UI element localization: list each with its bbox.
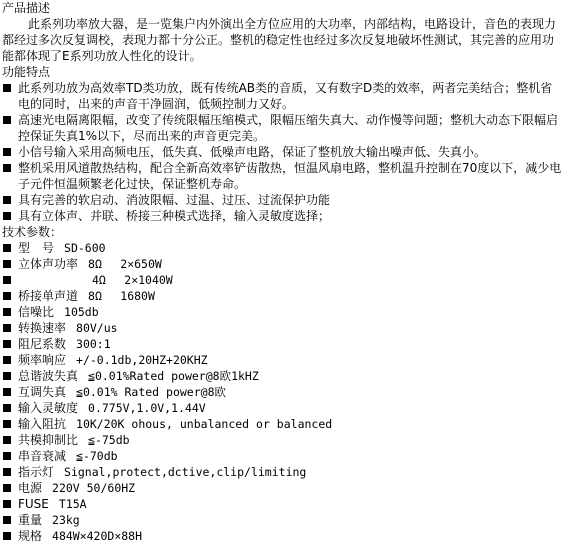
bullet-square-icon <box>3 452 11 460</box>
spec-value: 8Ω 2×650W <box>88 257 162 271</box>
feature-text: 高速光电隔离限幅，改变了传统限幅压缩模式，限幅压缩失真大、动作慢等问题；整机大动态下限幅启控保证失真1%以下，尽而出来的声音更完美。 <box>18 113 559 143</box>
spec-row <box>2 272 564 288</box>
spec-value: 10K/20K ohous, unbalanced or balanced <box>76 417 333 431</box>
spec-value: 8Ω 1680W <box>88 289 155 303</box>
spec-value: 4Ω 2×1040W <box>92 273 173 287</box>
feature-text: 具有立体声、并联、桥接三种模式选择，输入灵敏度选择； <box>18 209 331 223</box>
bullet-square-icon <box>3 324 11 332</box>
bullet-square-icon <box>3 516 11 524</box>
spec-label: 输入灵敏度 <box>18 401 79 415</box>
bullet-square-icon <box>3 116 11 124</box>
spec-label: 立体声功率 <box>18 257 79 271</box>
description-text: 此系列功率放大器，是一览集户内外演出全方位应用的大功率，内部结构，电路设计，音色的表现力都经过多次反复调校，表现力都十分公正。整机的稳定性也经过多次反复地破坏性测试，其完善的应用功能都体现了E系列功放人性化的设计。 <box>2 17 557 63</box>
bullet-square-icon <box>3 276 11 284</box>
spec-row <box>2 384 564 400</box>
feature-item <box>2 144 564 160</box>
specs-title: 技术参数： <box>2 225 63 239</box>
spec-row <box>2 512 564 528</box>
spec-value: 300:1 <box>76 337 111 351</box>
spec-value: +/-0.1db,20HZ+20KHZ <box>76 353 208 367</box>
bullet-square-icon <box>3 196 11 204</box>
spec-value: ≦-70db <box>76 449 118 463</box>
features-title: 功能特点 <box>2 65 51 79</box>
spec-label: 规格 <box>18 529 43 543</box>
spec-label: 信噪比 <box>18 305 55 319</box>
bullet-square-icon <box>3 388 11 396</box>
feature-text: 具有完善的软启动、消波限幅、过温、过压、过流保护功能 <box>18 193 331 207</box>
bullet-square-icon <box>3 420 11 428</box>
spec-label: 转换速率 <box>18 321 67 335</box>
bullet-square-icon <box>3 148 11 156</box>
bullet-square-icon <box>3 484 11 492</box>
spec-row <box>2 400 564 416</box>
spec-label: 型 号 <box>18 241 55 255</box>
spec-row <box>2 480 564 496</box>
bullet-square-icon <box>3 468 11 476</box>
section-title: 产品描述 <box>2 1 51 15</box>
features-list <box>2 80 564 224</box>
spec-label: 总谐波失真 <box>18 369 79 383</box>
feature-item <box>2 160 564 192</box>
feature-text: 整机采用风道散热结构，配合全新高效率铲齿散热，恒温风扇电路，整机温升控制在70度以下，减少电子元件恒温频繁老化过快，保证整机寿命。 <box>18 161 562 191</box>
spec-row <box>2 496 564 512</box>
spec-label: 阻尼系数 <box>18 337 67 351</box>
spec-label: 共模抑制比 <box>18 433 79 447</box>
bullet-square-icon <box>3 340 11 348</box>
bullet-square-icon <box>3 372 11 380</box>
spec-row <box>2 448 564 464</box>
spec-value: 80V/us <box>76 321 118 335</box>
spec-label: 桥接单声道 <box>18 289 79 303</box>
spec-value: ≦0.01% Rated power@8欧 <box>76 385 226 399</box>
spec-value: 105db <box>64 305 99 319</box>
bullet-square-icon <box>3 244 11 252</box>
spec-value: 484W×420D×88H <box>52 529 143 543</box>
feature-text: 此系列功放为高效率TD类功放，既有传统AB类的音质，又有数字D类的效率，两者完美结合；整机省电的同时，出来的声音干净圆润，低频控制力又好。 <box>18 81 553 111</box>
bullet-square-icon <box>3 436 11 444</box>
spec-label: 输入阻抗 <box>18 417 67 431</box>
bullet-square-icon <box>3 164 11 172</box>
spec-row <box>2 368 564 384</box>
spec-value: SD-600 <box>64 241 106 255</box>
bullet-square-icon <box>3 356 11 364</box>
spec-label: 指示灯 <box>18 465 55 479</box>
spec-row <box>2 416 564 432</box>
product-description <box>2 16 564 64</box>
bullet-square-icon <box>3 404 11 412</box>
spec-value: 220V 50/60HZ <box>52 481 136 495</box>
spec-value: Signal,protect,dctive,clip/limiting <box>64 465 307 479</box>
bullet-square-icon <box>3 500 11 508</box>
spec-label: FUSE <box>18 497 49 511</box>
spec-value: ≦0.01%Rated power@8欧1kHZ <box>88 369 259 383</box>
bullet-square-icon <box>3 260 11 268</box>
spec-row <box>2 464 564 480</box>
spec-row <box>2 256 564 272</box>
bullet-square-icon <box>3 84 11 92</box>
spec-label: 频率响应 <box>18 353 67 367</box>
spec-row <box>2 352 564 368</box>
spec-value: 23kg <box>52 513 80 527</box>
spec-value: 0.775V,1.0V,1.44V <box>88 401 206 415</box>
bullet-square-icon <box>3 532 11 540</box>
spec-label: 互调失真 <box>18 385 67 399</box>
bullet-square-icon <box>3 212 11 220</box>
spec-row <box>2 432 564 448</box>
spec-value: T15A <box>58 497 87 511</box>
feature-text: 小信号输入采用高频电压，低失真、低噪声电路，保证了整机放大输出噪声低、失真小。 <box>18 145 487 159</box>
spec-value: ≦-75db <box>88 433 130 447</box>
feature-item <box>2 208 564 224</box>
feature-item <box>2 80 564 112</box>
spec-label: 电源 <box>18 481 43 495</box>
feature-item <box>2 192 564 208</box>
specs-list <box>2 240 564 544</box>
bullet-square-icon <box>3 292 11 300</box>
spec-row <box>2 288 564 304</box>
bullet-square-icon <box>3 308 11 316</box>
spec-row <box>2 240 564 256</box>
spec-label: 重量 <box>18 513 43 527</box>
spec-label: 串音衰减 <box>18 449 67 463</box>
feature-item <box>2 112 564 144</box>
spec-row <box>2 304 564 320</box>
spec-row <box>2 336 564 352</box>
spec-row <box>2 320 564 336</box>
